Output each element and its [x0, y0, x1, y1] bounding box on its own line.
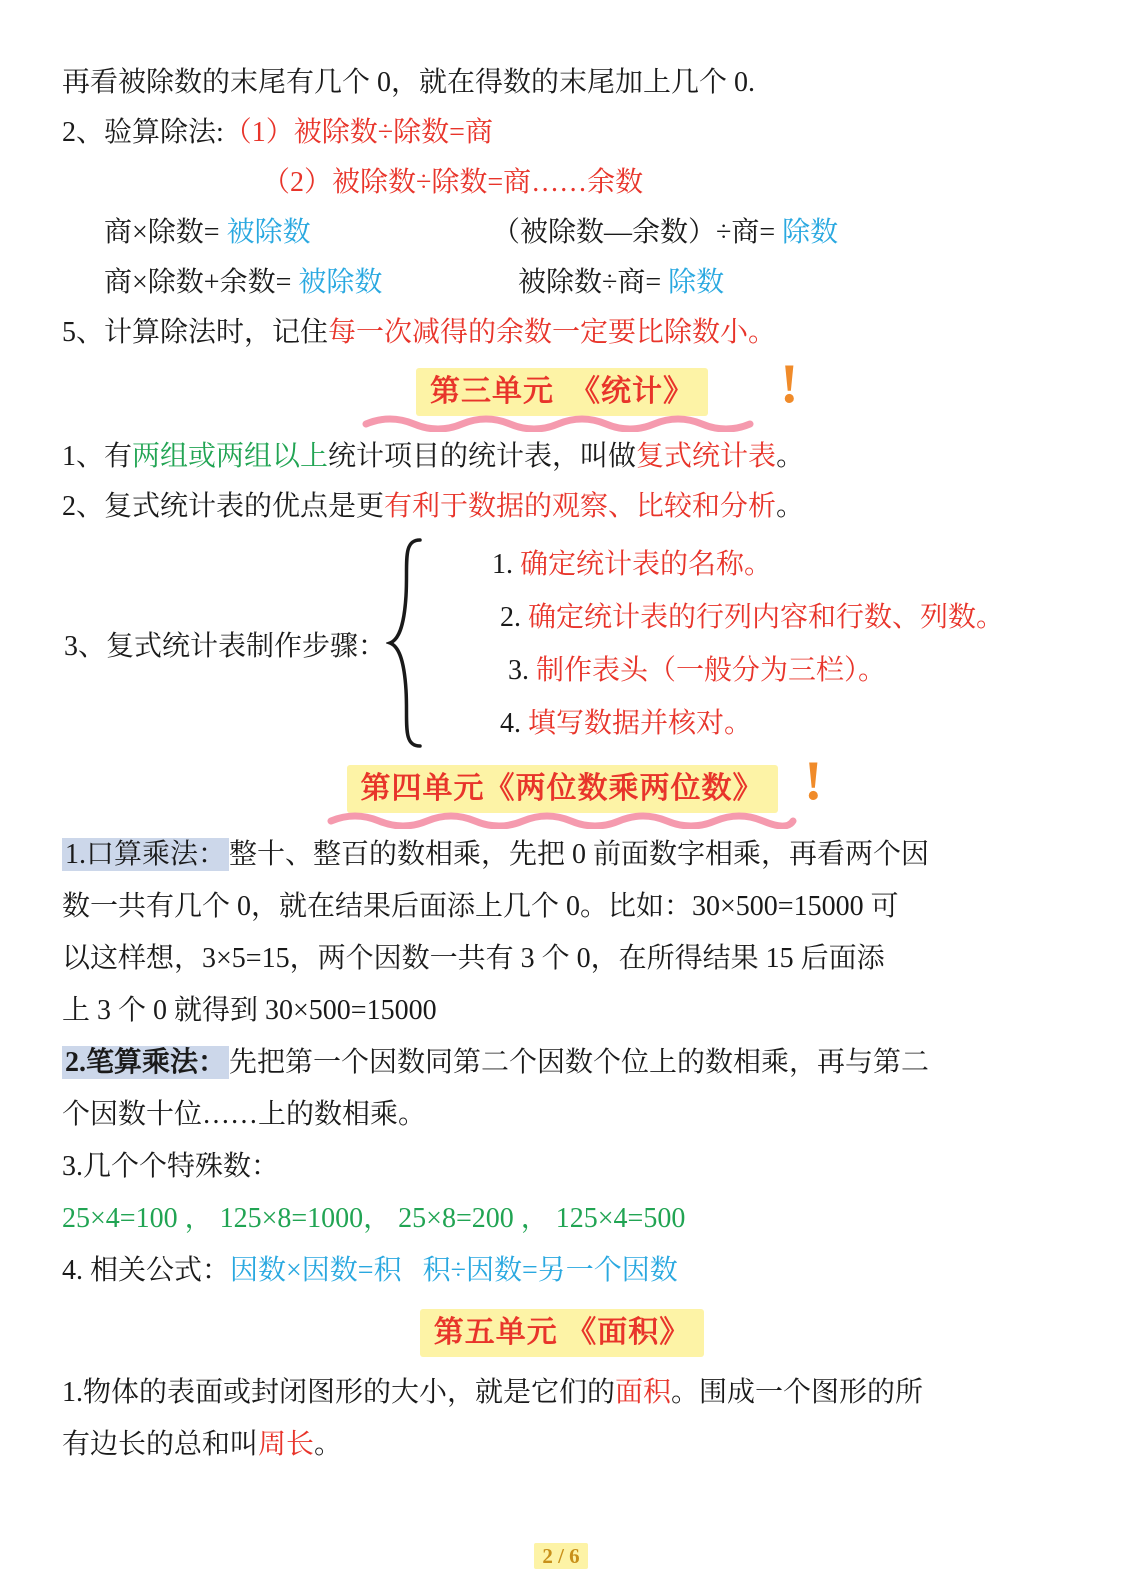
text-line-3 [62, 158, 1062, 208]
unit4-p2-line2: 个因数十位……上的数相乘。 [62, 1099, 427, 1130]
unit3-step-item [428, 538, 1004, 591]
curly-brace-icon [386, 536, 426, 751]
unit3-step-4-num: 4. [500, 707, 522, 739]
formula-1-right-text: （被除数—余数）÷商= [492, 217, 783, 248]
formula-2-right-text: 被除数÷商= [518, 267, 669, 298]
unit5-p1-c: 有边长的总和叫 [62, 1429, 259, 1460]
unit4-para-2-line-2 [62, 1089, 1062, 1141]
unit3-item1-a: 1、有 [62, 441, 133, 472]
unit3-step-2-num: 2. [500, 601, 522, 633]
exclamation-icon: ! [804, 750, 823, 812]
unit4-p2-line1: 先把第一个因数同第二个因数个位上的数相乘，再与第二 [229, 1047, 930, 1078]
formula-1-right-value: 除数 [782, 217, 839, 248]
formula-2-left-text: 商×除数+余数= [104, 267, 299, 298]
unit3-item-1 [62, 432, 1062, 482]
unit4-para-1-line-3 [62, 933, 1062, 985]
formula-2-right-value: 除数 [668, 267, 725, 298]
unit3-banner-text: 第三单元 《统计》 [416, 368, 708, 416]
unit5-p1-b: 。围成一个图形的所 [671, 1377, 924, 1408]
unit4-p1-line2: 数一共有几个 0，就在结果后面添上几个 0。比如：30×500=15000 可 [62, 891, 899, 922]
unit3-item1-c: 。 [776, 441, 805, 472]
unit3-step-2-text: 确定统计表的行列内容和行数、列数。 [528, 601, 1005, 633]
unit3-item1-green: 两组或两组以上 [132, 441, 329, 472]
squiggle-underline-icon [362, 414, 762, 432]
line-6-prefix: 5、计算除法时，记住 [62, 317, 329, 348]
unit3-step-1-text: 确定统计表的名称。 [520, 548, 773, 580]
line-1-text: 再看被除数的末尾有几个 0，就在得数的末尾加上几个 0. [62, 67, 756, 98]
unit4-para-1-line-1 [62, 829, 1062, 881]
unit3-steps-list [428, 538, 1004, 750]
unit4-para-4 [62, 1245, 1062, 1297]
verify-division-label: 2、验算除法: [62, 117, 224, 148]
unit5-banner-text: 第五单元 《面积》 [420, 1309, 705, 1357]
unit4-formula-label: 4. 相关公式： [62, 1255, 231, 1286]
text-line-2 [62, 108, 1062, 158]
formula-row-1-left [62, 208, 492, 258]
unit5-area-term: 面积 [615, 1377, 672, 1408]
formula-1-left-text: 商×除数= [104, 217, 227, 248]
unit3-item2-red: 有利于数据的观察、比较和分析 [384, 491, 777, 522]
unit5-para-1-line-1 [62, 1367, 1062, 1419]
unit4-banner-text: 第四单元《两位数乘两位数》 [347, 765, 778, 813]
squiggle-underline-icon [327, 811, 797, 829]
line-6-highlight: 每一次减得的余数一定要比除数小。 [328, 317, 777, 348]
text-line-1 [62, 58, 1062, 108]
unit3-item1-b: 统计项目的统计表，叫做 [328, 441, 637, 472]
verify-formula-2: （2）被除数÷除数=商……余数 [262, 167, 644, 198]
unit4-p1-line1: 整十、整百的数相乘，先把 0 前面数字相乘，再看两个因 [229, 839, 930, 870]
unit3-steps-label: 3、复式统计表制作步骤： [64, 630, 387, 662]
unit4-formula-1: 因数×因数=积 [230, 1255, 402, 1286]
unit4-special-numbers-label: 3.几个个特殊数： [62, 1151, 280, 1182]
unit3-step-item [428, 697, 1004, 750]
unit4-para-1-line-2 [62, 881, 1062, 933]
unit3-item1-red: 复式统计表 [636, 441, 777, 472]
verify-formula-1: （1）被除数÷除数=商 [223, 117, 493, 148]
unit3-item-2 [62, 482, 1062, 532]
unit3-step-4-text: 填写数据并核对。 [528, 707, 753, 739]
unit3-step-3-num: 3. [508, 654, 530, 686]
unit4-p1-line3: 以这样想，3×5=15，两个因数一共有 3 个 0，在所得结果 15 后面添 [62, 943, 885, 974]
formula-2-left-value: 被除数 [298, 267, 383, 298]
unit4-para-3-label [62, 1141, 1062, 1193]
unit4-para-3-values [62, 1193, 1062, 1245]
formula-1-left-value: 被除数 [226, 217, 311, 248]
unit5-p1-a: 1.物体的表面或封闭图形的大小，就是它们的 [62, 1377, 616, 1408]
formula-row-2-right [492, 258, 1062, 308]
unit3-step-item [428, 591, 1004, 644]
unit3-step-1-num: 1. [492, 548, 514, 580]
unit3-heading [62, 353, 1062, 426]
unit3-steps-block [62, 536, 1062, 751]
unit4-formula-2: 积÷因数=另一个因数 [422, 1255, 678, 1286]
unit4-heading [62, 750, 1062, 823]
formula-row-2 [62, 258, 1062, 308]
unit3-item2-a: 2、复式统计表的优点是更 [62, 491, 385, 522]
unit5-para-1-line-2 [62, 1419, 1062, 1471]
page-number: 2 / 6 [534, 1543, 587, 1569]
unit5-p1-d: 。 [314, 1429, 343, 1460]
formula-row-2-left [62, 258, 492, 308]
unit3-step-item [428, 644, 1004, 697]
unit5-heading [62, 1309, 1062, 1361]
unit5-perimeter-term: 周长 [258, 1429, 315, 1460]
unit3-step-3-text: 制作表头（一般分为三栏）。 [536, 654, 887, 686]
page-footer [0, 1544, 1122, 1569]
page-content [62, 58, 1062, 1471]
unit4-para-1-line-4 [62, 985, 1062, 1037]
text-line-6 [62, 308, 1062, 358]
exclamation-icon: ! [780, 353, 799, 415]
unit4-oral-mult-label: 1.口算乘法： [62, 838, 229, 871]
unit3-item2-b: 。 [776, 491, 805, 522]
formula-row-1-right [492, 208, 1062, 258]
unit4-p1-line4: 上 3 个 0 就得到 30×500=15000 [62, 995, 437, 1026]
unit4-special-numbers-values: 25×4=100 ， 125×8=1000， 25×8=200 ， 125×4=500 [62, 1203, 686, 1234]
unit4-written-mult-label: 2.笔算乘法： [62, 1046, 229, 1079]
unit4-para-2-line-1 [62, 1037, 1062, 1089]
formula-row-1 [62, 208, 1062, 258]
